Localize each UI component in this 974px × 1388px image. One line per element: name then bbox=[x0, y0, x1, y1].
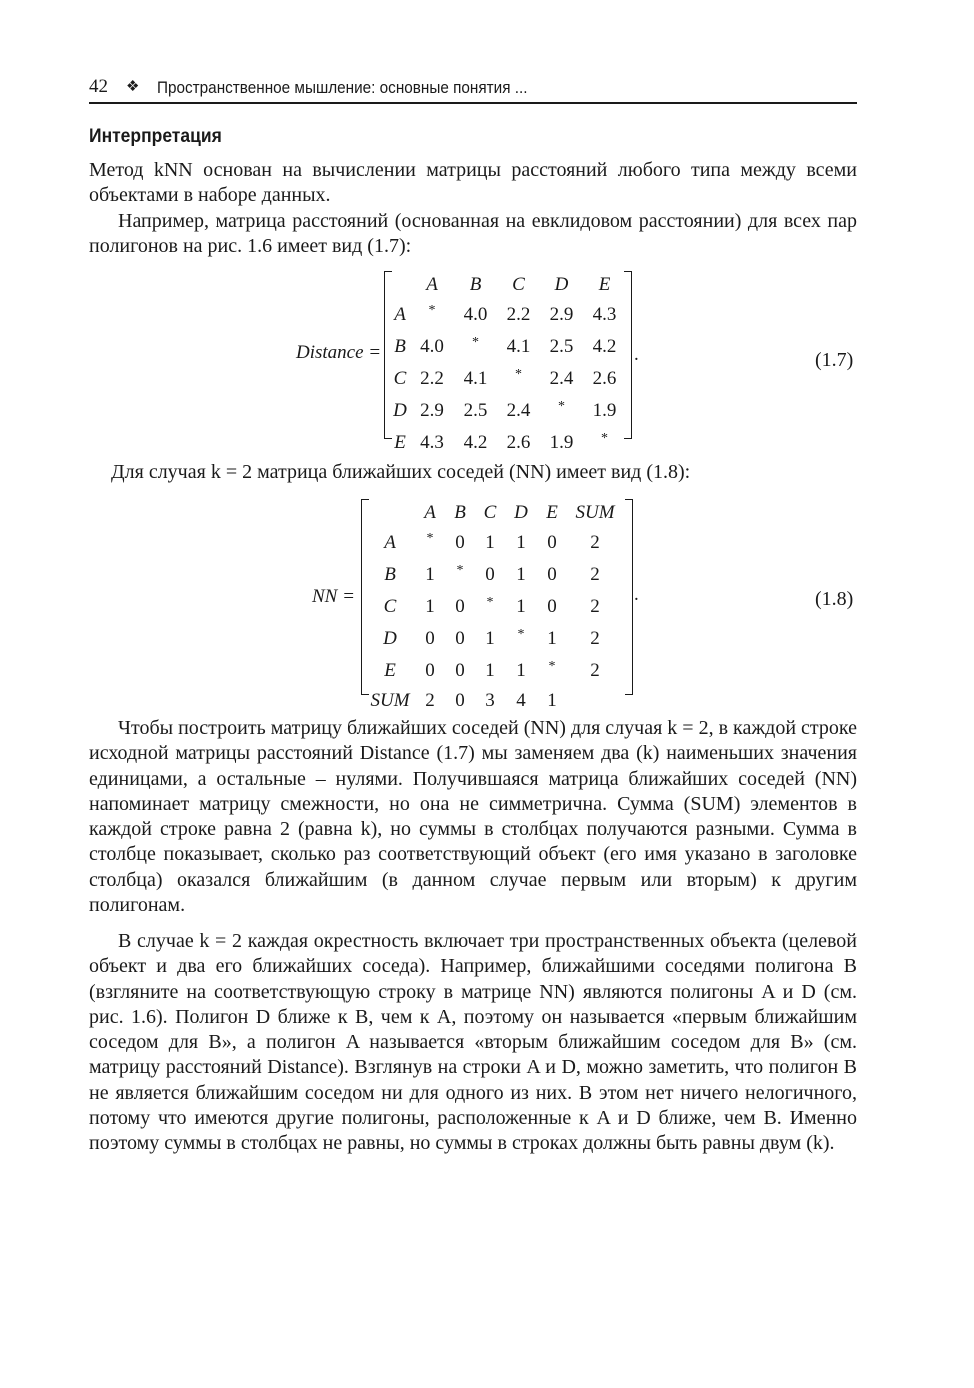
matrix-cell: 0 bbox=[455, 596, 465, 617]
matrix-cell: 2 bbox=[590, 628, 600, 649]
matrix-cell: 0 bbox=[425, 660, 435, 681]
paragraph-5 bbox=[89, 929, 857, 1157]
matrix-cell: * bbox=[548, 659, 556, 674]
matrix-cell: 2.9 bbox=[420, 400, 444, 421]
matrix-row bbox=[365, 687, 623, 715]
matrix-cell: 0 bbox=[455, 532, 465, 553]
matrix-cell: 2 bbox=[590, 660, 600, 681]
matrix-row bbox=[390, 427, 626, 459]
matrix-label-cell: SUM bbox=[370, 690, 410, 711]
matrix-row bbox=[365, 591, 623, 623]
matrix-cell: 2 bbox=[425, 690, 435, 711]
matrix-cell: 4.0 bbox=[463, 304, 488, 325]
matrix-label-cell bbox=[390, 271, 410, 299]
matrix-cell: 2.6 bbox=[592, 368, 617, 389]
matrix-label-cell: A bbox=[384, 532, 396, 553]
running-title: Пространственное мышление: основные понятия ... bbox=[157, 78, 528, 97]
matrix-cell: 4.3 bbox=[592, 304, 617, 325]
matrix-cell: 4.1 bbox=[506, 336, 531, 357]
paragraph-text: Метод kNN основан на вычислении матрицы расстояний любого типа между всеми объектами в наборе данных. bbox=[89, 159, 857, 207]
matrix-cell: 2.5 bbox=[549, 336, 574, 357]
matrix-cell: 4 bbox=[516, 690, 526, 711]
section-title: Интерпретация bbox=[89, 126, 222, 147]
matrix-cell: * bbox=[515, 367, 522, 382]
matrix-label-cell: A bbox=[394, 304, 406, 325]
matrix-cell: 1 bbox=[425, 596, 435, 617]
matrix-cell: 0 bbox=[547, 532, 557, 553]
matrix-cell: * bbox=[426, 531, 434, 546]
matrix-cell: 0 bbox=[425, 628, 435, 649]
matrix-label-cell: C bbox=[483, 502, 497, 523]
paragraph-text: Для случая k = 2 матрица ближайших соседей (NN) имеет вид (1.8): bbox=[111, 461, 691, 483]
matrix-label-cell: E bbox=[598, 274, 611, 295]
right-bracket bbox=[625, 499, 633, 695]
matrix-cell: 3 bbox=[485, 690, 495, 711]
matrix-cell: 1 bbox=[516, 660, 526, 681]
paragraph-text: Чтобы построить матрицу ближайших соседей (NN) для случая k = 2, в каждой строке исходной матрицы расстояний Distance (1.7) мы заменяем два (k) наименьших значения единицами, а остальные – нулями. Получившаяся матрица ближайших соседей (NN) напоминает матрицу смежности, но она не симметрична. Сумма (SUM) элементов в каждой строке равна 2 (равна k), но суммы в столбцах получаются разными. Сумма в столбце показывает, сколько раз соответствующий объект (его имя указано в заголовке столбца) оказался ближайшим (в данном случае первым или вторым) к другим полигонам. bbox=[89, 717, 857, 917]
distance-lhs: Distance = bbox=[296, 342, 382, 363]
matrix-cell: 4.0 bbox=[420, 336, 444, 357]
matrix-cell: 1 bbox=[425, 564, 435, 585]
matrix-cell: 0 bbox=[485, 564, 495, 585]
matrix-cell: 1 bbox=[516, 596, 526, 617]
matrix-cell: 0 bbox=[547, 596, 557, 617]
matrix-cell: 4.3 bbox=[420, 432, 444, 453]
matrix-cell: 4.2 bbox=[463, 432, 488, 453]
matrix-label-cell: A bbox=[424, 502, 436, 523]
matrix-header-row bbox=[365, 499, 623, 527]
matrix-label-cell: B bbox=[469, 274, 482, 295]
matrix-cell: 1 bbox=[547, 628, 557, 649]
matrix-row bbox=[365, 623, 623, 655]
equation-label: (1.8) bbox=[815, 588, 854, 610]
matrix-header-row bbox=[390, 271, 626, 299]
matrix-cell: 0 bbox=[455, 690, 465, 711]
matrix-label-cell: C bbox=[383, 596, 397, 617]
matrix-label-cell: E bbox=[384, 660, 396, 681]
matrix-cell: 1 bbox=[516, 532, 526, 553]
matrix-label-cell: D bbox=[393, 400, 407, 421]
page-number: 42 bbox=[89, 76, 108, 97]
matrix-label-cell bbox=[365, 499, 415, 527]
running-header bbox=[89, 76, 857, 104]
equation-label: (1.7) bbox=[815, 349, 854, 371]
matrix-cell: 1 bbox=[485, 660, 495, 681]
matrix-row bbox=[390, 331, 626, 363]
matrix-cell: 2.6 bbox=[506, 432, 531, 453]
matrix-label-cell: B bbox=[394, 336, 406, 357]
matrix-cell: 2 bbox=[590, 596, 600, 617]
matrix-label-cell: E bbox=[546, 502, 558, 523]
matrix-cell: * bbox=[456, 563, 464, 578]
matrix-cell: 0 bbox=[455, 660, 465, 681]
matrix-cell: 2.5 bbox=[463, 400, 488, 421]
paragraph-text: Например, матрица расстояний (основанная на евклидовом расстоянии) для всех пар полигонов на рис. 1.6 имеет вид (1.7): bbox=[89, 210, 857, 258]
matrix-label-cell: D bbox=[383, 628, 397, 649]
matrix-cell: 4.2 bbox=[592, 336, 617, 357]
matrix-label-cell: E bbox=[394, 432, 406, 453]
ornament-icon: ❖ bbox=[126, 78, 140, 95]
matrix-cell: * bbox=[472, 335, 479, 350]
matrix-cell: 1 bbox=[485, 532, 495, 553]
matrix-cell: 1 bbox=[516, 564, 526, 585]
matrix-cell: 2.2 bbox=[506, 304, 531, 325]
matrix-label-cell: C bbox=[393, 368, 407, 389]
paragraph-1 bbox=[89, 158, 857, 209]
matrix-cell: 1.9 bbox=[549, 432, 574, 453]
matrix-label-cell: C bbox=[512, 274, 525, 295]
paragraph-text: В случае k = 2 каждая окрестность включает три пространственных объекта (целевой объект и два его ближайших соседа). Например, ближайшими соседями полигона B (взгляните на соответствующую строку в матрице NN) являются полигоны A и D (см. рис. 1.6). Полигон D ближе к B, чем к A, поэтому он называется «первым ближайшим соседом для B», а полигон A называется «вторым ближайшим соседом для B» (см. матрицу расстояний Distance). Взглянув на строки A и D, можно заметить, что полигон B не является ближайшим соседом ни для одного из них. В этом нет ничего нелогичного, потому что имеются другие полигоны, расположенные к A и D ближе, чем B. Именно поэтому суммы в столбцах не равны, но суммы в строках должны быть равны двум (k). bbox=[89, 930, 857, 1155]
paragraph-3 bbox=[89, 460, 857, 485]
matrix-cell: 4.1 bbox=[463, 368, 488, 389]
matrix-label-cell: D bbox=[514, 502, 528, 523]
matrix-cell: 2.9 bbox=[549, 304, 574, 325]
period: . bbox=[634, 584, 639, 605]
nn-matrix bbox=[361, 499, 633, 711]
matrix-cell: * bbox=[517, 627, 525, 642]
matrix-label-cell: SUM bbox=[575, 502, 615, 523]
period: . bbox=[634, 344, 639, 365]
matrix-label-cell: B bbox=[384, 564, 396, 585]
paragraph-2 bbox=[89, 209, 857, 260]
matrix-cell: * bbox=[601, 431, 608, 446]
nn-lhs: NN = bbox=[312, 586, 355, 607]
matrix-cell: * bbox=[486, 595, 494, 610]
matrix-cell: 1 bbox=[485, 628, 495, 649]
matrix-label-cell: A bbox=[426, 274, 438, 295]
matrix-cell: 0 bbox=[547, 564, 557, 585]
matrix-cell: 2 bbox=[590, 564, 600, 585]
matrix-cell: * bbox=[428, 303, 436, 318]
matrix-row bbox=[365, 559, 623, 591]
matrix-cell: 2.4 bbox=[506, 400, 531, 421]
matrix-cell: 2.4 bbox=[549, 368, 574, 389]
matrix-cell: 2 bbox=[590, 532, 600, 553]
paragraph-4 bbox=[89, 716, 857, 918]
matrix-row bbox=[390, 395, 626, 427]
matrix-row bbox=[390, 363, 626, 395]
matrix-cell: 2.2 bbox=[420, 368, 444, 389]
matrix-cell: 0 bbox=[455, 628, 465, 649]
matrix-row bbox=[390, 299, 626, 331]
matrix-cell: * bbox=[558, 399, 565, 414]
distance-matrix bbox=[384, 271, 632, 453]
matrix-cell: 1.9 bbox=[592, 400, 617, 421]
matrix-cell bbox=[567, 687, 623, 715]
matrix-row bbox=[365, 655, 623, 687]
matrix-cell: 1 bbox=[547, 690, 557, 711]
matrix-label-cell: B bbox=[454, 502, 466, 523]
matrix-label-cell: D bbox=[554, 274, 569, 295]
matrix-row bbox=[365, 527, 623, 559]
